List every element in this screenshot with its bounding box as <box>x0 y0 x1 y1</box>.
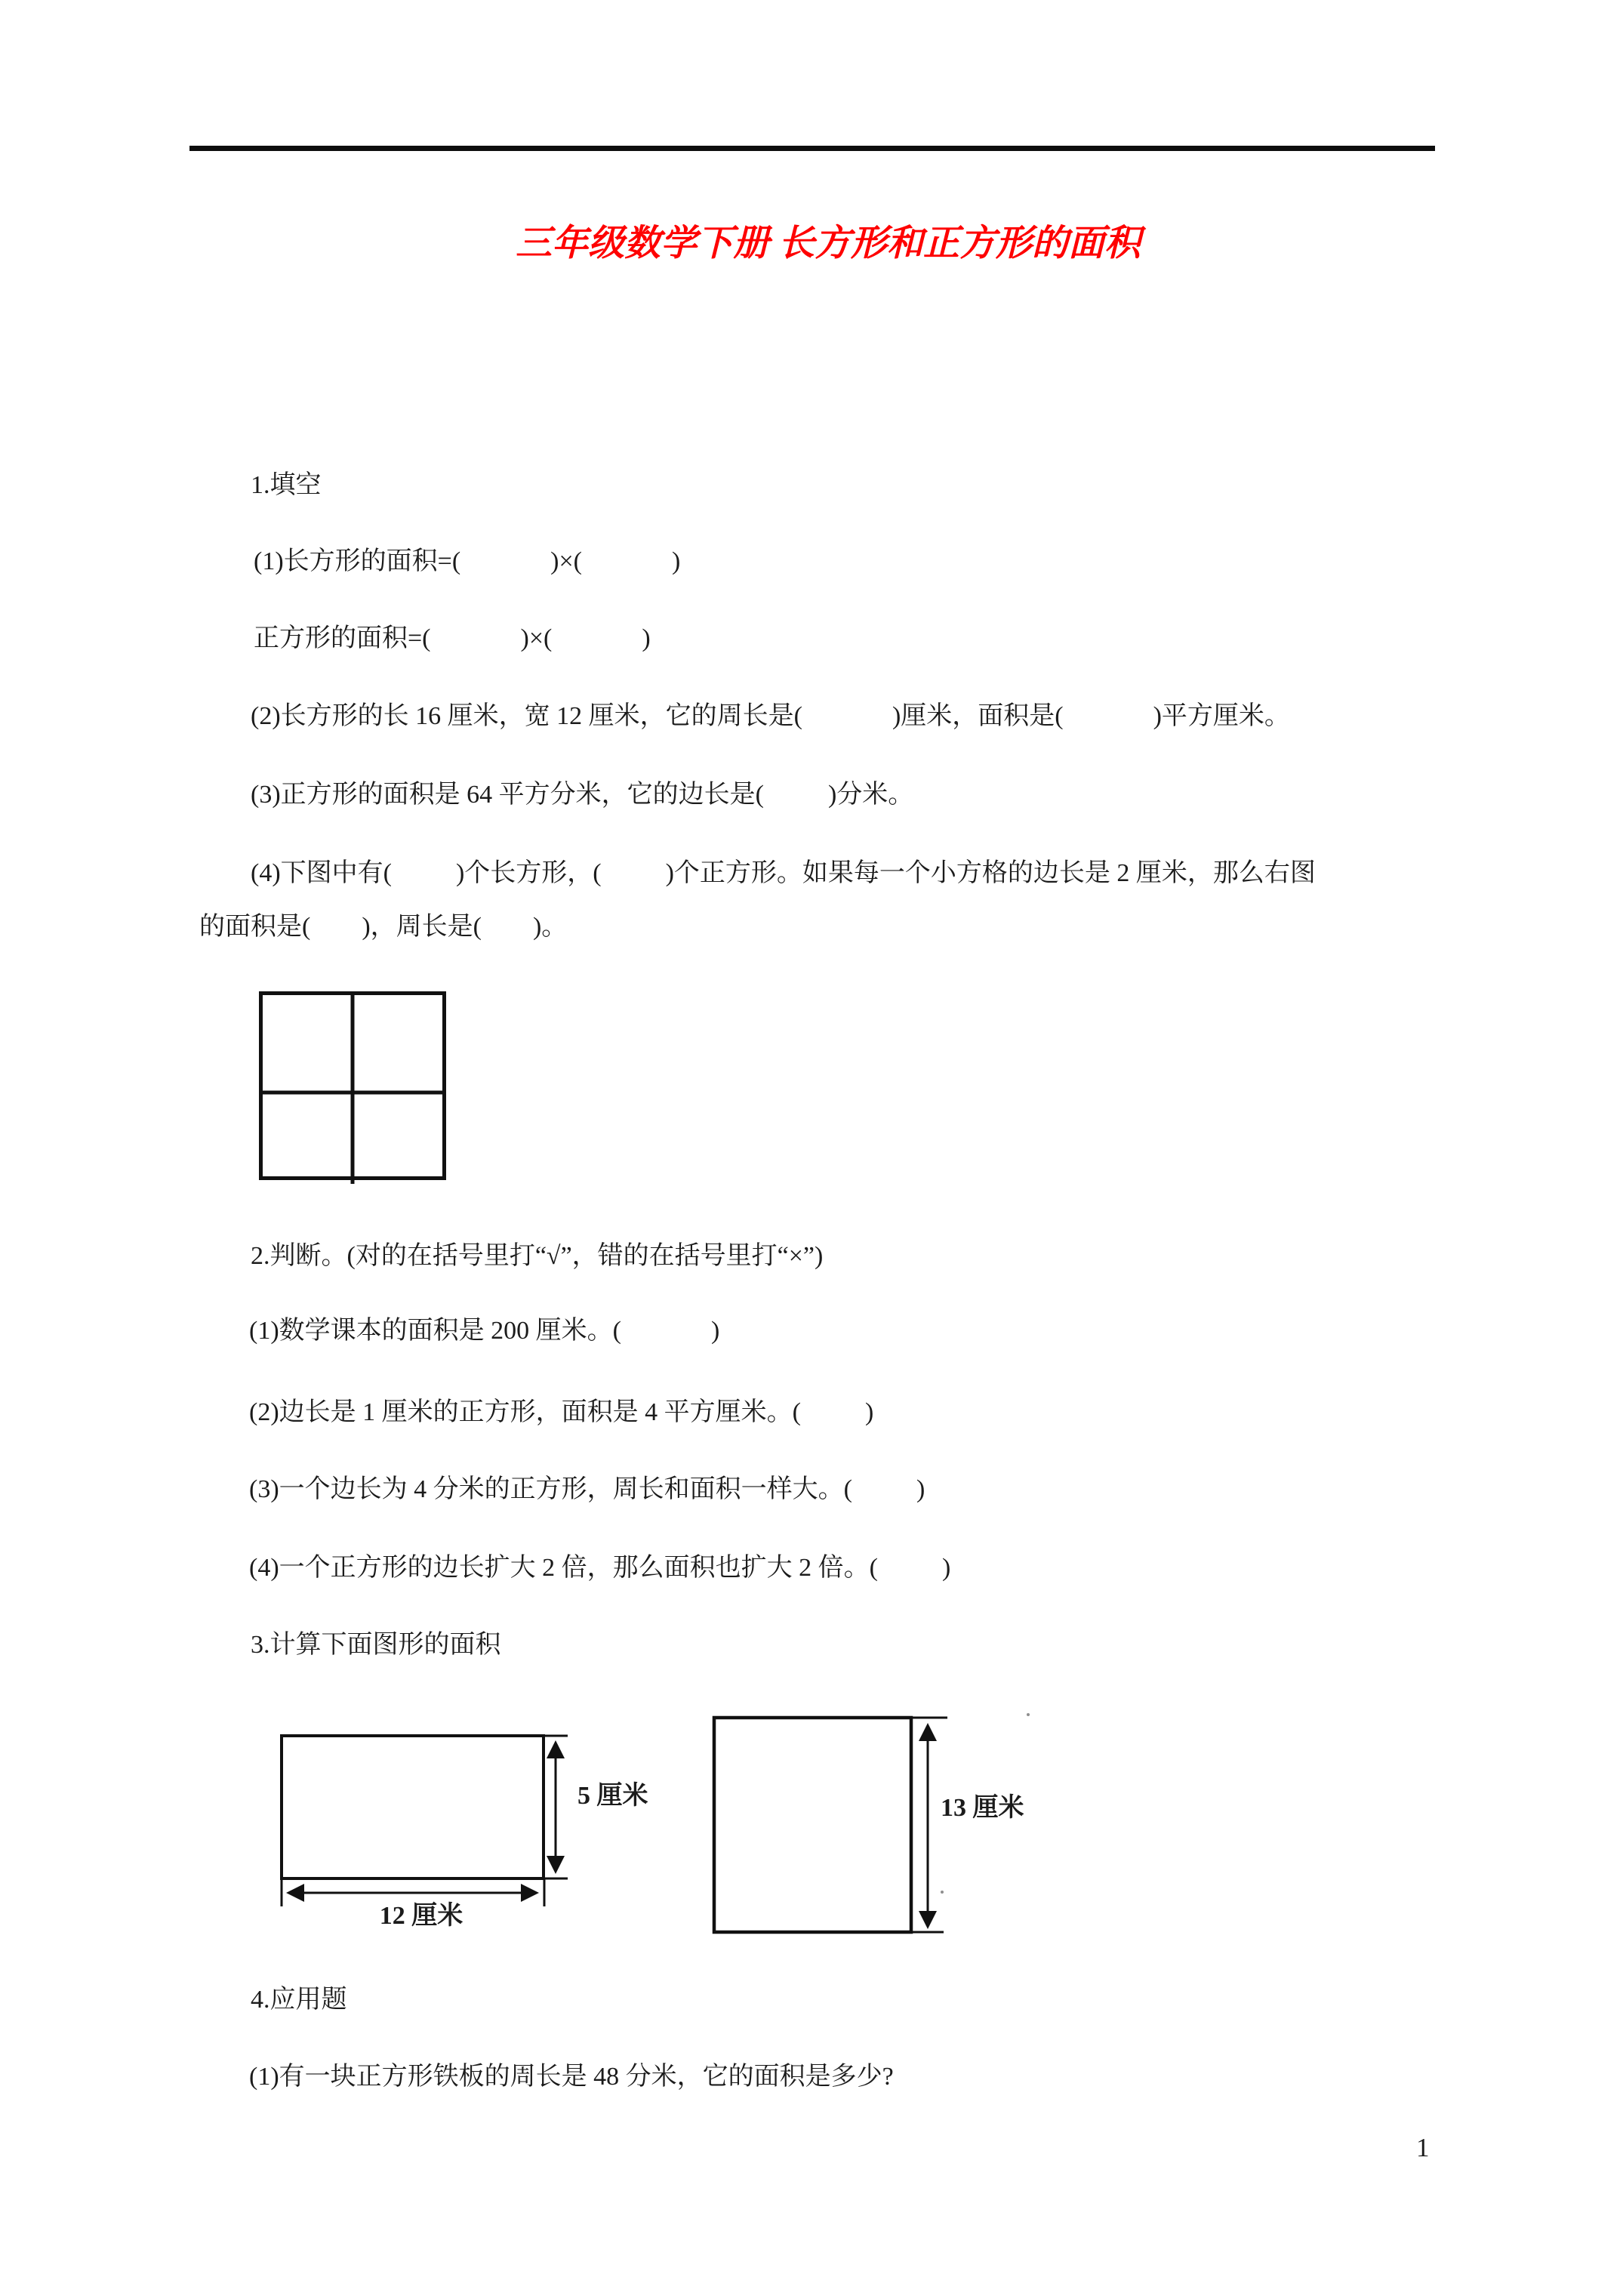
section1-item1-line1: (1)长方形的面积=( )×( ) <box>254 547 681 575</box>
section1-item4-line1: (4)下图中有( )个长方形，( )个正方形。如果每一个小方格的边长是 2 厘米，那么右图 <box>251 859 1316 887</box>
section2-item3: (3)一个边长为 4 分米的正方形，周长和面积一样大。( ) <box>249 1475 925 1503</box>
section2-item1: (1)数学课本的面积是 200 厘米。( ) <box>249 1317 720 1345</box>
square-height-label: 13 厘米 <box>941 1794 1024 1822</box>
section2-item4: (4)一个正方形的边长扩大 2 倍，那么面积也扩大 2 倍。( ) <box>249 1554 951 1582</box>
section1-item1-line2: 正方形的面积=( )×( ) <box>254 624 651 652</box>
section1-item2: (2)长方形的长 16 厘米，宽 12 厘米，它的周长是( )厘米，面积是( )平方厘米。 <box>251 702 1290 730</box>
section1-item4-line2: 的面积是( )，周长是( )。 <box>199 913 568 941</box>
page-title: 三年级数学下册 长方形和正方形的面积 <box>516 223 1141 264</box>
section4-heading: 4.应用题 <box>251 1986 347 2014</box>
scan-speck <box>941 1891 944 1894</box>
section3-heading: 3.计算下面图形的面积 <box>251 1631 501 1659</box>
section2-item2: (2)边长是 1 厘米的正方形，面积是 4 平方厘米。( ) <box>249 1398 874 1426</box>
grid-2x2-figure <box>259 990 449 1189</box>
rectangle-figure <box>279 1729 581 1918</box>
page-number: 1 <box>1416 2133 1430 2162</box>
rect-width-label: 12 厘米 <box>379 1902 463 1930</box>
section4-item1: (1)有一块正方形铁板的周长是 48 分米，它的面积是多少? <box>249 2063 894 2091</box>
top-rule <box>189 146 1435 151</box>
rect-height-label: 5 厘米 <box>577 1782 648 1810</box>
square-figure <box>713 1709 962 1943</box>
scan-speck <box>1027 1713 1030 1716</box>
section2-heading: 2.判断。(对的在括号里打“√”，错的在括号里打“×”) <box>251 1242 824 1270</box>
section1-item3: (3)正方形的面积是 64 平方分米，它的边长是( )分米。 <box>251 781 914 809</box>
section1-heading: 1.填空 <box>251 471 322 499</box>
